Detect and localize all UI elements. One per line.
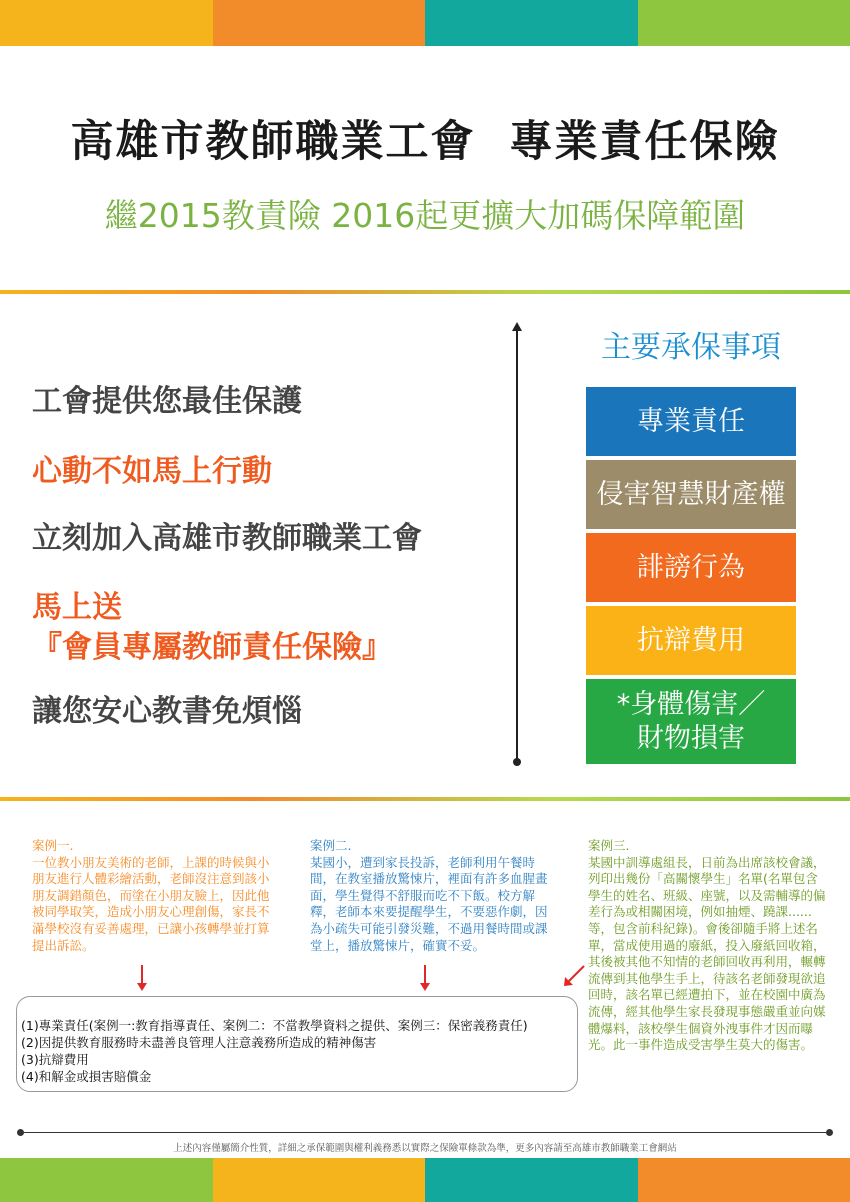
case-three bbox=[588, 838, 828, 1054]
summary-item: (2)因提供教育服務時未盡善良管理人注意義務所造成的精神傷害 bbox=[21, 1035, 377, 1050]
promo-line-join: 立刻加入高雄市教師職業工會 bbox=[32, 521, 422, 556]
coverage-bodily-property-damage: *身體傷害／ 財物損害 bbox=[586, 679, 796, 764]
promo-line-peace: 讓您安心教書免煩惱 bbox=[32, 694, 302, 729]
bottom-bar-green bbox=[0, 1158, 213, 1202]
coverage-defense-costs: 抗辯費用 bbox=[586, 606, 796, 675]
case-two-text: 某國小，遭到家長投訴，老師利用午餐時間，在教室播放驚悚片，裡面有許多血腥畫面，學生覺得不舒服而吃不下飯。校方解釋，老師本來要提醒學生，不要惡作劇，因為小疏失可能引發災難，不過用餐時間或課堂上，播放驚悚片，確實不妥。 bbox=[310, 854, 548, 953]
arrow-down-icon bbox=[424, 965, 426, 985]
top-bar-teal bbox=[425, 0, 638, 46]
summary-item: (4)和解金或損害賠償金 bbox=[21, 1069, 152, 1084]
bottom-color-bar bbox=[0, 1158, 850, 1202]
case-three-text: 某國中訓導處組長，日前為出席該校會議，列印出幾份「高關懷學生」名單(名單包含學生的姓名、班級、座號，以及需輔導的偏差行為或相關困境，例如抽煙、蹺課......等，包含前科紀錄)。會後卻隨手將上述名單，當成使用過的廢紙，投入廢紙回收箱，其後被其他不知情的老師回收再利用，輾轉流傳到其他學生手上，待該名老師發現欲追回時，該名單已經遭拍下，並在校園中廣為流傳，經其他學生家長發現事態嚴重並向媒體爆料，該校學生個資外洩事件才因而曝光。此一事件造成受害學生莫大的傷害。 bbox=[588, 854, 826, 1053]
case-one-text: 一位教小朋友美術的老師，上課的時候與小朋友進行人體彩繪活動，老師沒注意到該小朋友調錯顏色，而塗在小朋友臉上，因此他被同學取笑，造成小朋友心理創傷，家長不滿學校沒有妥善處理，已讓小孩轉學並打算提出訴訟。 bbox=[32, 854, 270, 953]
coverage-defamation: 誹謗行為 bbox=[586, 533, 796, 602]
top-color-bar bbox=[0, 0, 850, 46]
case-one bbox=[32, 838, 272, 954]
promo-line-action: 心動不如馬上行動 bbox=[32, 454, 272, 489]
coverage-professional-liability: 專業責任 bbox=[586, 387, 796, 456]
promo-line-protection: 工會提供您最佳保護 bbox=[32, 384, 302, 419]
arrow-down-icon bbox=[141, 965, 143, 985]
promo-line-gift: 馬上送 bbox=[32, 590, 122, 625]
summary-item: (3)抗辯費用 bbox=[21, 1052, 89, 1067]
bottom-bar-orange bbox=[638, 1158, 850, 1202]
coverage-heading: 主要承保事項 bbox=[601, 330, 781, 365]
promo-line-insurance: 『會員專屬教師責任保險』 bbox=[32, 630, 392, 665]
page-title: 高雄市教師職業工會 專業責任保險 bbox=[70, 117, 780, 167]
top-bar-orange bbox=[213, 0, 426, 46]
footer-divider bbox=[20, 1132, 828, 1133]
vertical-separator-dot bbox=[513, 758, 521, 766]
footer-disclaimer: 上述內容僅屬簡介性質，詳細之承保範圍與權利義務悉以實際之保險單條款為準，更多內容請至高雄市教師職業工會網站 bbox=[173, 1143, 677, 1154]
section-divider-top bbox=[0, 290, 850, 294]
case-two bbox=[310, 838, 548, 954]
top-bar-yellow bbox=[0, 0, 213, 46]
bottom-bar-teal bbox=[425, 1158, 638, 1202]
section-divider-bottom bbox=[0, 797, 850, 801]
coverage-summary-box bbox=[16, 996, 578, 1092]
arrow-down-left-icon bbox=[562, 964, 586, 988]
page-subtitle: 繼2015教責險 2016起更擴大加碼保障範圍 bbox=[104, 196, 746, 235]
top-bar-green bbox=[638, 0, 850, 46]
footer-line-dot-right bbox=[826, 1129, 833, 1136]
case-three-label: 案例三. bbox=[588, 838, 630, 853]
coverage-ip-infringement: 侵害智慧財產權 bbox=[586, 460, 796, 529]
case-one-label: 案例一. bbox=[32, 838, 74, 853]
case-two-label: 案例二. bbox=[310, 838, 352, 853]
vertical-separator bbox=[516, 330, 518, 762]
summary-item: (1)專業責任(案例一:教育指導責任、案例二：不當教學資料之提供、案例三：保密義務責任) bbox=[21, 1018, 528, 1033]
bottom-bar-yellow bbox=[213, 1158, 426, 1202]
